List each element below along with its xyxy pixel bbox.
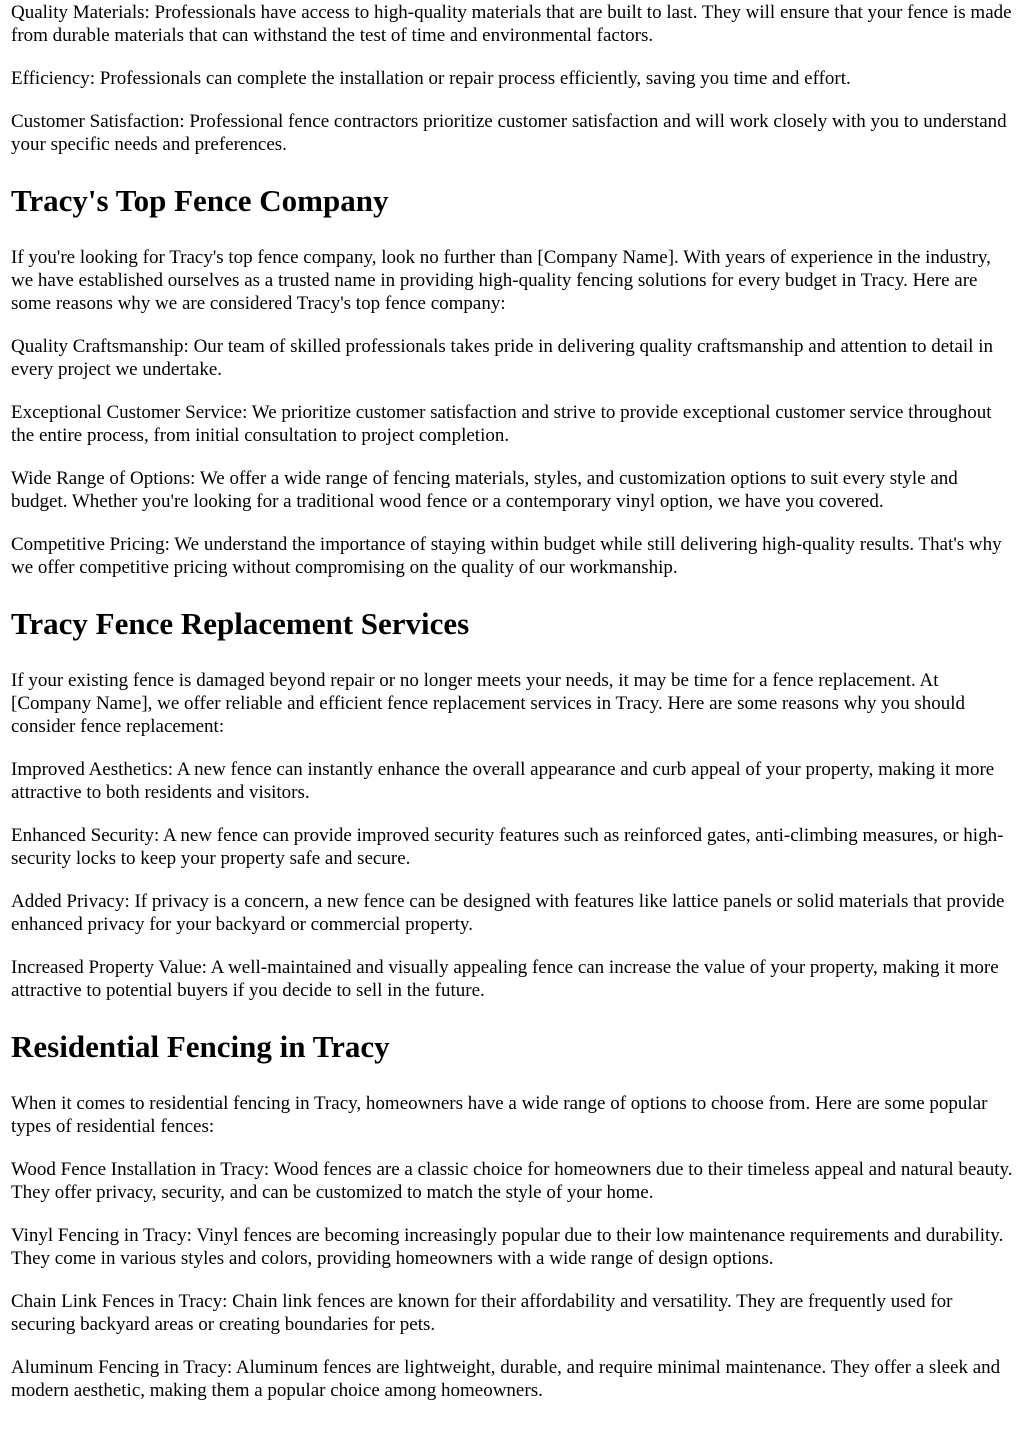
paragraph-intro-replacement: If your existing fence is damaged beyond repair or no longer meets your needs, it may be time for a fence replacement. At [Company Name], we offer reliable and efficient fence replacement services in Tracy. Here are some reasons why you should consider fence replacement: <box>11 670 966 737</box>
section-heading-replacement-services: Tracy Fence Replacement Services <box>11 606 470 641</box>
paragraph-quality-craftsmanship: Quality Craftsmanship: Our team of skilled professionals takes pride in delivering quality craftsmanship and attention to detail in every project we undertake. <box>11 336 993 380</box>
paragraph-intro-residential: When it comes to residential fencing in Tracy, homeowners have a wide range of options to choose from. Here are some popular types of residential fences: <box>11 1093 988 1137</box>
paragraph-competitive-pricing: Competitive Pricing: We understand the importance of staying within budget while still delivering high-quality results. That's why we offer competitive pricing without compromising on the quality of our workmanship. <box>11 534 1002 578</box>
paragraph-intro-top-company: If you're looking for Tracy's top fence company, look no further than [Company Name]. With years of experience in the industry, we have established ourselves as a trusted name in providing high-quality fencing solutions for every budget in Tracy. Here are some reasons why we are considered Tracy's top fence company: <box>11 247 991 314</box>
section-heading-residential-fencing: Residential Fencing in Tracy <box>11 1029 390 1064</box>
paragraph-aluminum-fence: Aluminum Fencing in Tracy: Aluminum fences are lightweight, durable, and require minimal maintenance. They offer a sleek and modern aesthetic, making them a popular choice among homeowners. <box>11 1357 1001 1401</box>
section-heading-top-fence-company: Tracy's Top Fence Company <box>11 183 389 218</box>
paragraph-customer-satisfaction: Customer Satisfaction: Professional fence contractors prioritize customer satisfaction and will work closely with you to understand your specific needs and preferences. <box>11 111 1007 155</box>
paragraph-added-privacy: Added Privacy: If privacy is a concern, a new fence can be designed with features like lattice panels or solid materials that provide enhanced privacy for your backyard or commercial property. <box>11 891 1005 935</box>
paragraph-enhanced-security: Enhanced Security: A new fence can provide improved security features such as reinforced gates, anti-climbing measures, or high-security locks to keep your property safe and secure. <box>11 825 1004 869</box>
paragraph-increased-value: Increased Property Value: A well-maintained and visually appealing fence can increase the value of your property, making it more attractive to potential buyers if you decide to sell in the future. <box>11 957 999 1001</box>
paragraph-chain-link-fence: Chain Link Fences in Tracy: Chain link fences are known for their affordability and versatility. They are frequently used for securing backyard areas or creating boundaries for pets. <box>11 1291 953 1335</box>
paragraph-quality-materials: Quality Materials: Professionals have access to high-quality materials that are built to last. They will ensure that your fence is made from durable materials that can withstand the test of time and environmental factors. <box>11 2 1012 46</box>
paragraph-vinyl-fence: Vinyl Fencing in Tracy: Vinyl fences are becoming increasingly popular due to their low maintenance requirements and durability. They come in various styles and colors, providing homeowners with a wide range of design options. <box>11 1225 1004 1269</box>
paragraph-wood-fence: Wood Fence Installation in Tracy: Wood fences are a classic choice for homeowners due to their timeless appeal and natural beauty. They offer privacy, security, and can be customized to match the style of your home. <box>11 1159 1013 1203</box>
paragraph-exceptional-service: Exceptional Customer Service: We prioritize customer satisfaction and strive to provide exceptional customer service throughout the entire process, from initial consultation to project completion. <box>11 402 992 446</box>
paragraph-wide-range-options: Wide Range of Options: We offer a wide range of fencing materials, styles, and customization options to suit every style and budget. Whether you're looking for a traditional wood fence or a contemporary vinyl option, we have you covered. <box>11 468 958 512</box>
document-page <box>0 1 1024 1402</box>
paragraph-improved-aesthetics: Improved Aesthetics: A new fence can instantly enhance the overall appearance and curb appeal of your property, making it more attractive to both residents and visitors. <box>11 759 995 803</box>
paragraph-efficiency: Efficiency: Professionals can complete the installation or repair process efficiently, saving you time and effort. <box>11 68 851 89</box>
